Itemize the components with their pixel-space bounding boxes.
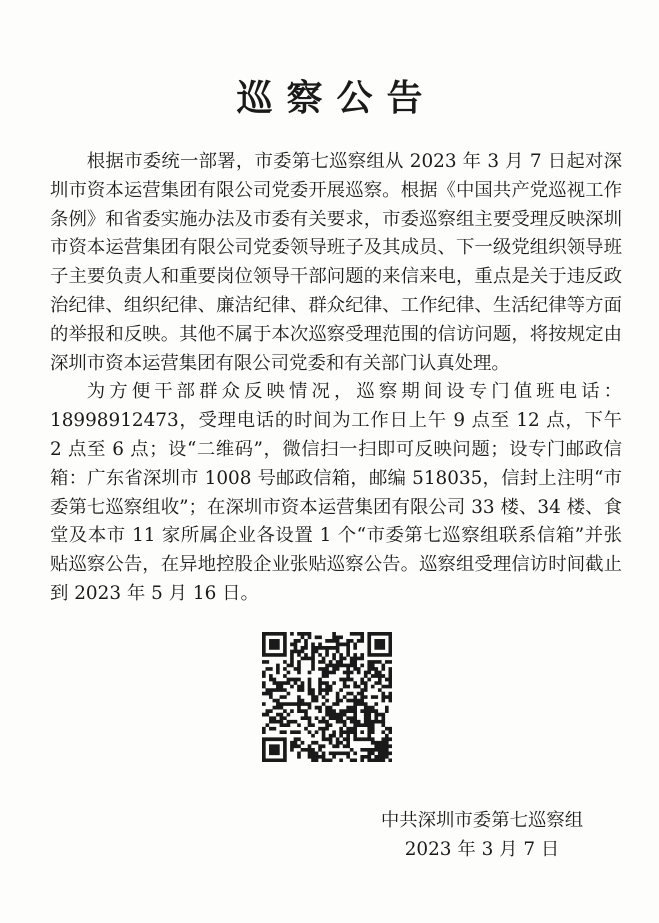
notice-body xyxy=(50,148,622,609)
qr-code-icon xyxy=(262,632,392,762)
qr-code-graphic xyxy=(262,632,392,762)
paragraph-1: 根据市委统一部署，市委第七巡察组从 2023 年 3 月 7 日起对深圳市资本运营集团有限公司党委开展巡察。根据《中国共产党巡视工作条例》和省委实施办法及市委有关要求，市委巡察组主要受理反映深圳市资本运营集团有限公司党委领导班子及其成员、下一级党组织领导班子主要负责人和重要岗位领导干部问题的来信来电，重点是关于违反政治纪律、组织纪律、廉洁纪律、群众纪律、工作纪律、生活纪律等方面的举报和反映。其他不属于本次巡察受理范围的信访问题，将按规定由深圳市资本运营集团有限公司党委和有关部门认真处理。 xyxy=(50,151,622,374)
qr-code-modules xyxy=(262,632,392,762)
paragraph-2: 为方便干部群众反映情况，巡察期间设专门值班电话：18998912473，受理电话的时间为工作日上午 9 点至 12 点，下午 2 点至 6 点；设“二维码”，微信扫一扫即可反映问题；设专门邮政信箱：广东省深圳市 1008 号邮政信箱，邮编 518035，信封上注明“市委第七巡察组收”；在深圳市资本运营集团有限公司 33 楼、34 楼、食堂及本市 11 家所属企业各设置 1 个“市委第七巡察组联系信箱”并张贴巡察公告，在异地控股企业张贴巡察公告。巡察组受理信访时间截止到 2023 年 5 月 16 日。 xyxy=(50,381,622,604)
page-title: 巡察公告 xyxy=(236,77,437,119)
signature-block xyxy=(352,806,612,864)
signature-organization: 中共深圳市委第七巡察组 xyxy=(380,810,584,831)
signature-date: 2023 年 3 月 7 日 xyxy=(404,839,560,860)
